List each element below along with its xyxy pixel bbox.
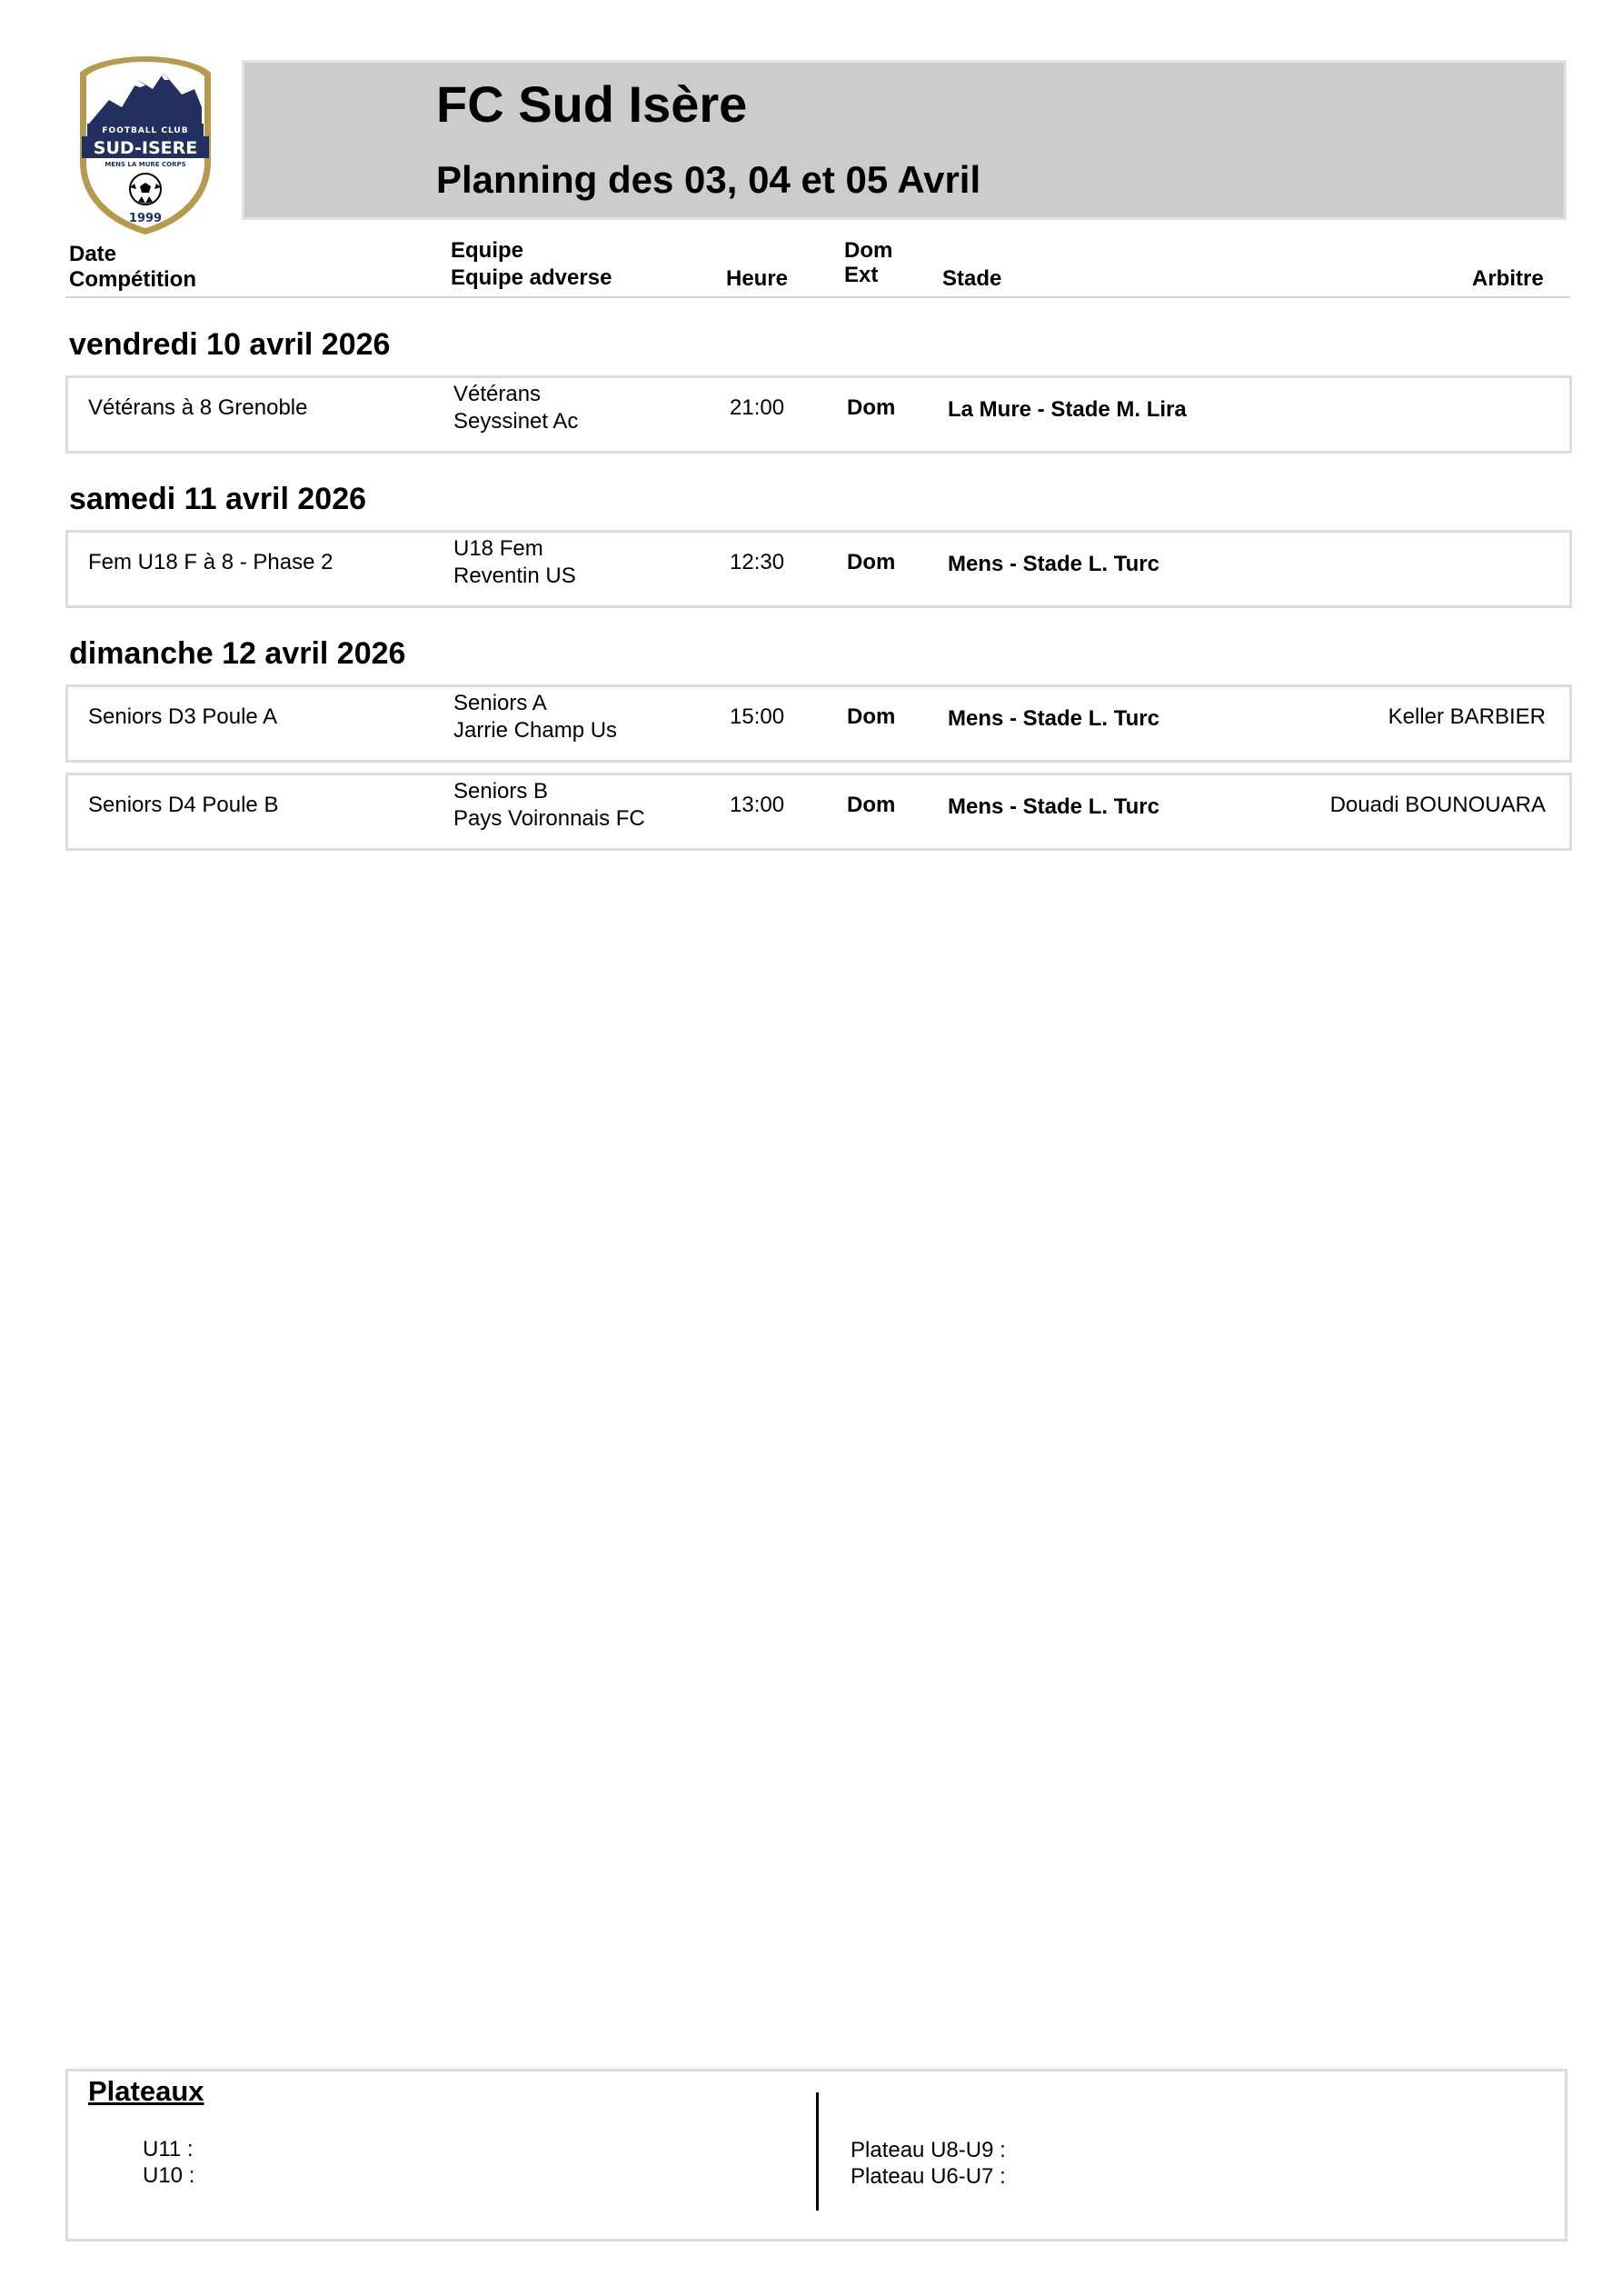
match-heure: 12:30 xyxy=(730,550,785,574)
match-equipe: Vétérans xyxy=(453,382,542,406)
match-row xyxy=(65,684,1572,763)
match-stade: Mens - Stade L. Turc xyxy=(948,794,1159,819)
plateaux-divider xyxy=(816,2092,819,2211)
match-arbitre: Douadi BOUNOUARA xyxy=(1329,793,1546,817)
plateau-u11: U11 : xyxy=(143,2137,194,2161)
col-competition: Compétition xyxy=(69,267,196,292)
day-heading: samedi 11 avril 2026 xyxy=(69,482,367,516)
col-equipe: Equipe xyxy=(451,238,524,263)
match-adversaire: Pays Voironnais FC xyxy=(453,806,645,831)
match-heure: 21:00 xyxy=(730,395,785,420)
match-stade: Mens - Stade L. Turc xyxy=(948,552,1159,576)
match-dom-ext: Dom xyxy=(847,550,896,574)
col-dom: Dom xyxy=(844,238,893,263)
match-row xyxy=(65,375,1572,454)
col-date: Date xyxy=(69,242,117,266)
match-teams xyxy=(453,778,645,833)
match-stade: La Mure - Stade M. Lira xyxy=(948,397,1187,422)
plateau-u10: U10 : xyxy=(143,2163,195,2188)
match-adversaire: Jarrie Champ Us xyxy=(453,718,618,743)
col-ext: Ext xyxy=(844,263,879,287)
match-heure: 15:00 xyxy=(730,704,785,729)
svg-text:SUD-ISERE: SUD-ISERE xyxy=(93,138,198,158)
day-heading: dimanche 12 avril 2026 xyxy=(69,636,406,671)
match-equipe: U18 Fem xyxy=(453,536,543,561)
match-dom-ext: Dom xyxy=(847,793,896,817)
match-row xyxy=(65,530,1572,608)
svg-text:MENS LA MURE CORPS: MENS LA MURE CORPS xyxy=(104,161,186,168)
club-name: FC Sud Isère xyxy=(436,75,748,133)
match-teams xyxy=(453,381,578,435)
col-heure: Heure xyxy=(726,266,789,291)
match-competition: Seniors D3 Poule A xyxy=(88,704,278,729)
match-teams xyxy=(453,690,617,744)
match-teams xyxy=(453,535,576,590)
planning-title: Planning des 03, 04 et 05 Avril xyxy=(436,158,981,201)
match-heure: 13:00 xyxy=(730,793,785,817)
col-equipe-adverse: Equipe adverse xyxy=(451,265,612,290)
match-stade: Mens - Stade L. Turc xyxy=(948,706,1159,731)
svg-text:FOOTBALL CLUB: FOOTBALL CLUB xyxy=(102,126,189,135)
match-arbitre: Keller BARBIER xyxy=(1388,704,1546,729)
match-dom-ext: Dom xyxy=(847,704,896,729)
match-adversaire: Seyssinet Ac xyxy=(453,409,579,434)
col-arbitre: Arbitre xyxy=(1472,266,1544,291)
header-divider xyxy=(65,296,1570,298)
day-heading: vendredi 10 avril 2026 xyxy=(69,327,391,362)
match-row xyxy=(65,773,1572,851)
match-dom-ext: Dom xyxy=(847,395,896,420)
match-equipe: Seniors A xyxy=(453,691,547,715)
match-competition: Vétérans à 8 Grenoble xyxy=(88,395,308,420)
match-equipe: Seniors B xyxy=(453,779,549,804)
plateaux-title: Plateaux xyxy=(88,2075,204,2107)
plateau-u8-u9: Plateau U8-U9 : xyxy=(851,2138,1006,2162)
club-logo xyxy=(75,53,216,238)
match-adversaire: Reventin US xyxy=(453,564,576,588)
svg-text:1999: 1999 xyxy=(128,212,163,225)
match-competition: Seniors D4 Poule B xyxy=(88,793,279,817)
plateau-u6-u7: Plateau U6-U7 : xyxy=(851,2164,1006,2189)
col-stade: Stade xyxy=(942,266,1002,291)
match-competition: Fem U18 F à 8 - Phase 2 xyxy=(88,550,333,574)
